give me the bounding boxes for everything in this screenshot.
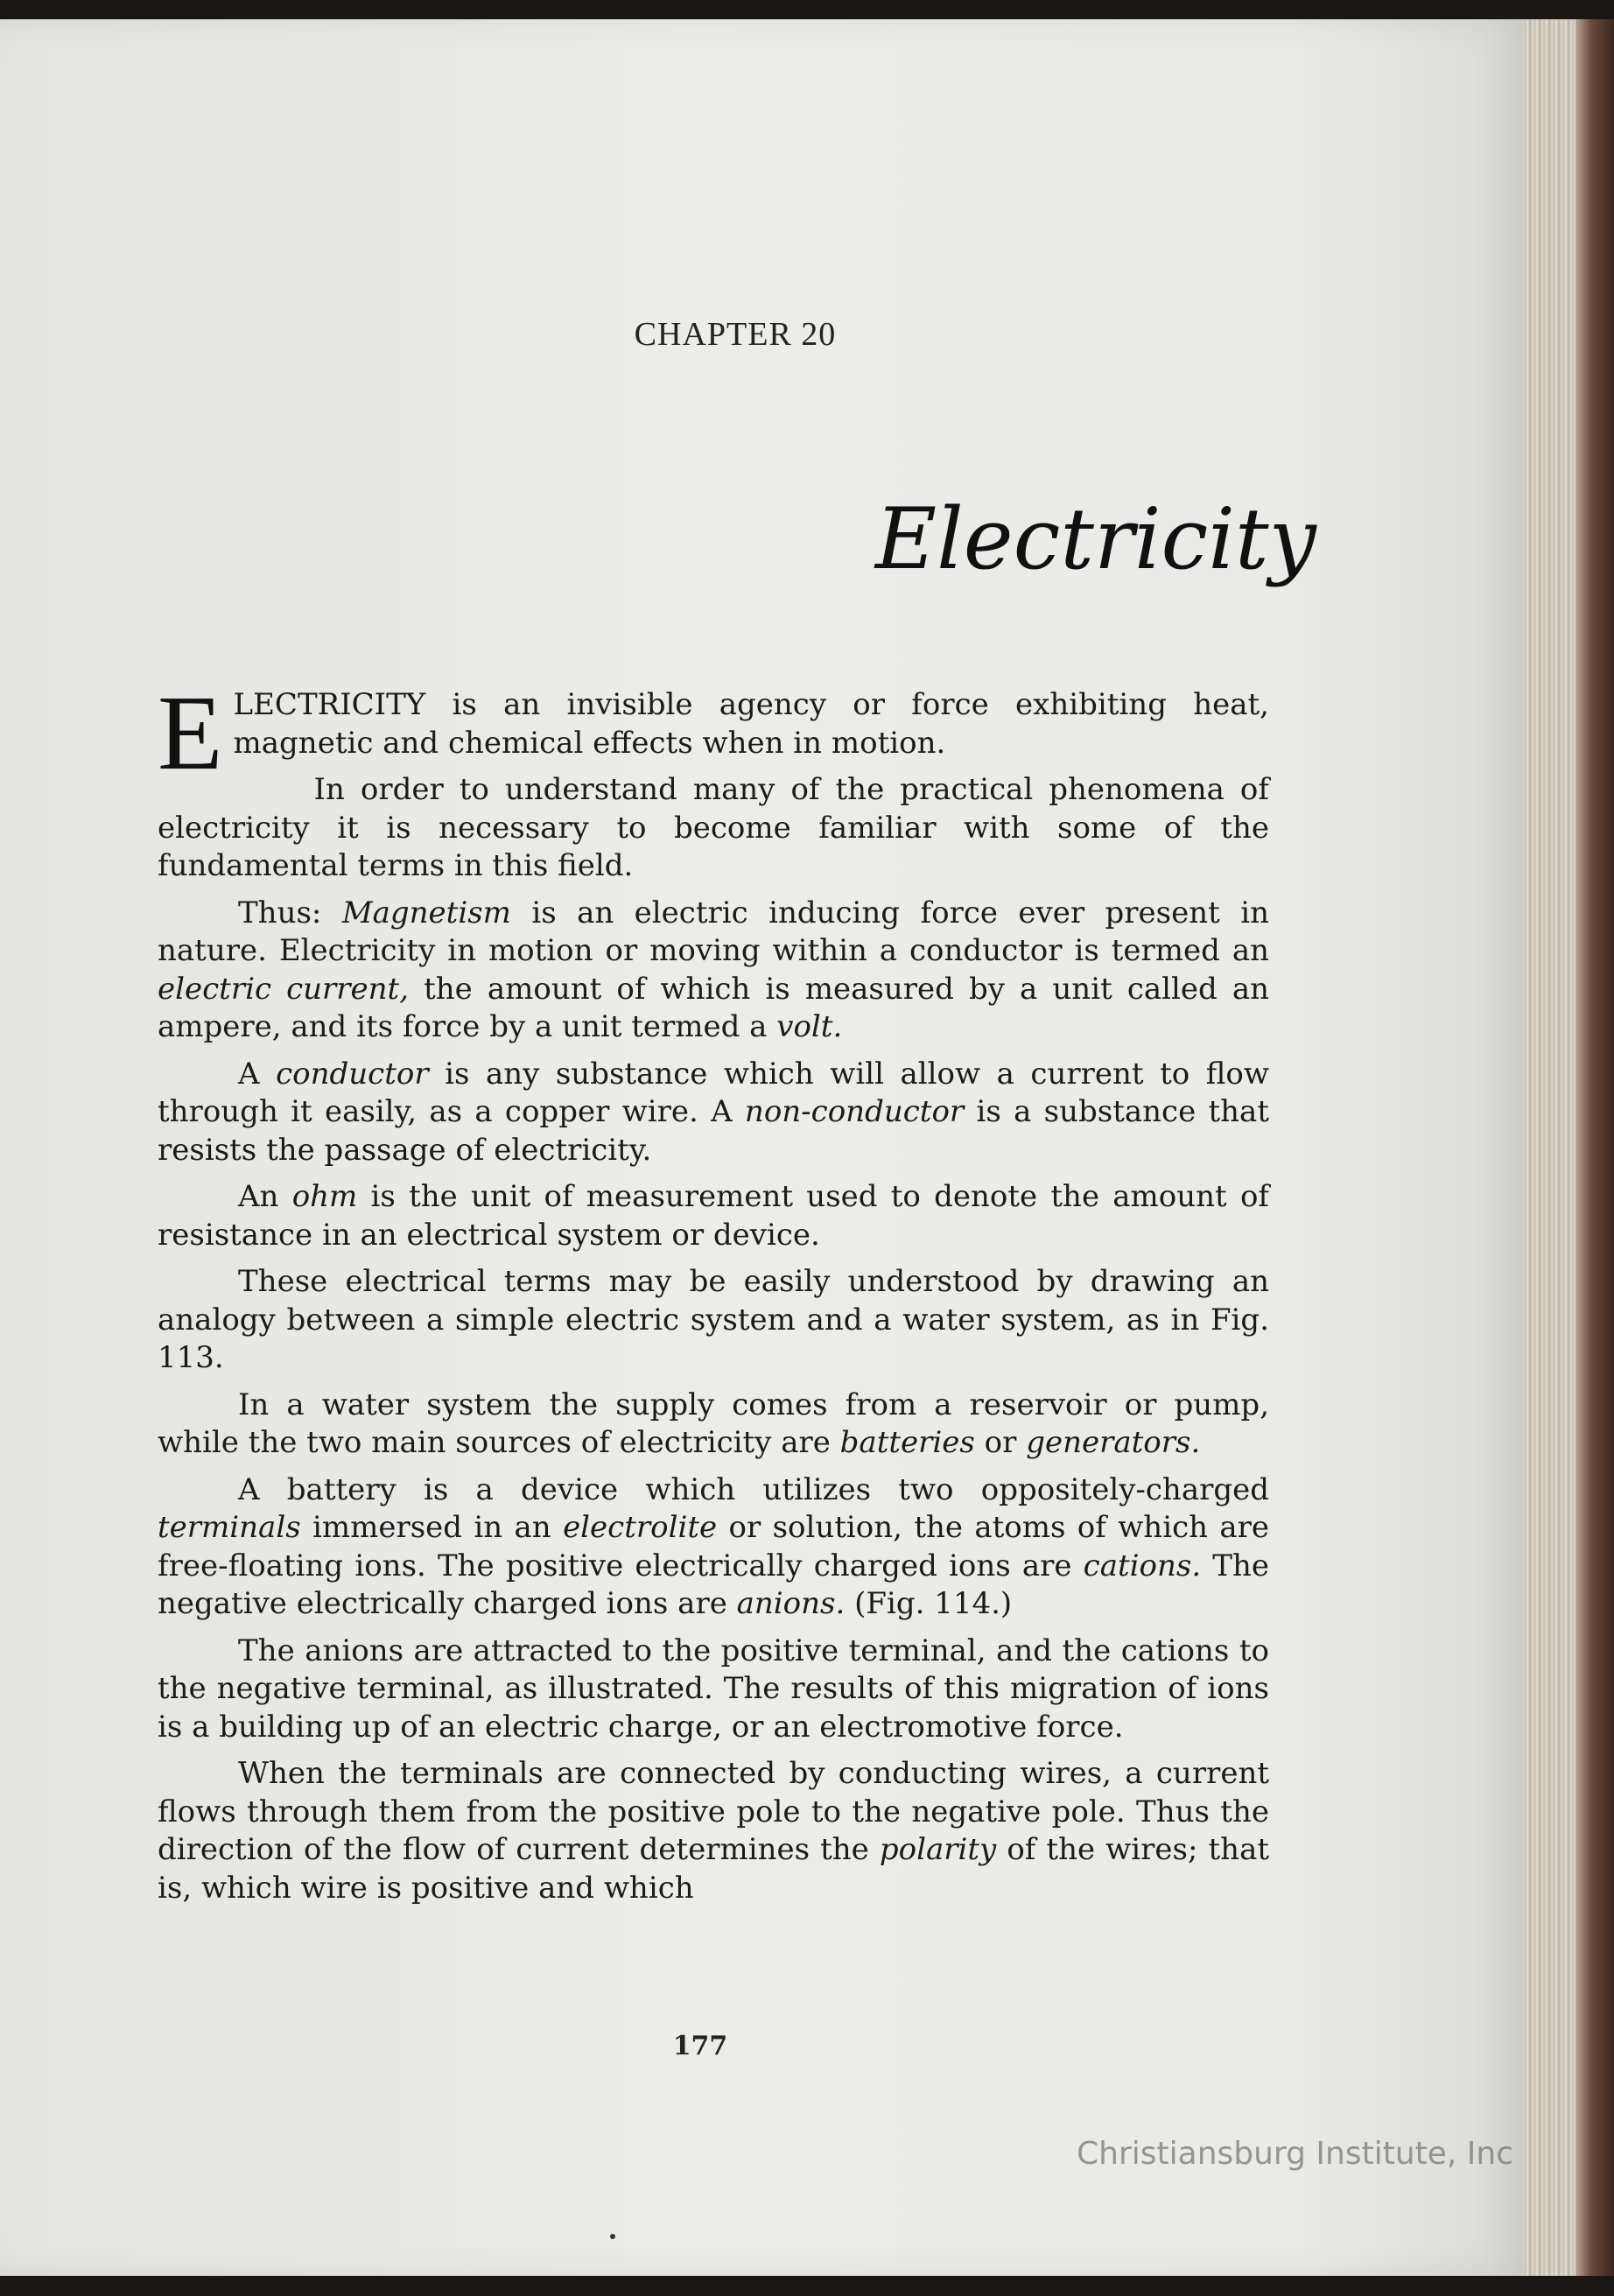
page-number: 177 <box>672 2031 728 2061</box>
text-run: In a water system the supply comes from a reservoir or pump, while the two main sources of electricity are <box>158 1387 1269 1460</box>
text-run: of the wires; that is, which wire is positive and which <box>158 1832 1270 1906</box>
paragraph <box>158 1471 1269 1624</box>
text-run: Thus: <box>238 895 342 930</box>
italic-term: polarity <box>879 1832 997 1867</box>
text-run: is a substance that resists the passage of electricity. <box>158 1094 1269 1168</box>
text-run: In order to understand many of the practical phenomena of electricity it is necessary to become familiar with some of the fundamental terms in this field. <box>158 772 1269 883</box>
italic-term: anions. <box>736 1586 846 1621</box>
text-run: immersed in an <box>300 1510 564 1545</box>
italic-term: volt. <box>776 1009 843 1044</box>
italic-term: non-conductor <box>744 1094 965 1129</box>
italic-term: conductor <box>276 1056 429 1092</box>
paragraph <box>158 674 1269 792</box>
text-run: (Fig. 114.) <box>845 1586 1013 1621</box>
text-run: is any substance which will allow a current to flow through it easily, as a copper wire. A <box>158 1056 1269 1129</box>
italic-term: electrolite <box>563 1510 718 1545</box>
chapter-label: CHAPTER 20 <box>634 316 837 353</box>
italic-term: generators. <box>1026 1425 1201 1460</box>
text-run: LECTRICITY is an invisible agency or force exhibiting heat, magnetic and chemical effects when in motion. <box>233 687 1269 761</box>
text-run: is an electric inducing force ever present in nature. Electricity in motion or moving within a conductor is termed an <box>158 895 1270 968</box>
body-text <box>158 674 1270 1916</box>
text-run: These electrical terms may be easily understood by drawing an analogy between a simple electric system and a water system, as in Fig. 113. <box>158 1264 1269 1375</box>
paragraph <box>158 1387 1269 1463</box>
watermark: Christiansburg Institute, Inc <box>1077 2136 1514 2172</box>
text-run: A <box>238 1056 277 1092</box>
text-run: When the terminals are connected by conducting wires, a current flows through them from the positive pole to the negative pole. Thus the direction of the flow of current determines the <box>158 1756 1269 1867</box>
italic-term: batteries <box>839 1425 975 1460</box>
italic-term: terminals <box>158 1510 301 1545</box>
paragraph <box>158 1178 1269 1254</box>
italic-term: Magnetism <box>341 895 511 930</box>
paragraph <box>158 1263 1269 1378</box>
text-run: is the unit of measurement used to denote the amount of resistance in an electrical system or device. <box>158 1179 1270 1253</box>
chapter-title: Electricity <box>875 490 1316 588</box>
text-run: or solution, the atoms of which are free-floating ions. The positive electrically charged ions are <box>158 1510 1270 1583</box>
ink-speck <box>610 2234 615 2239</box>
paragraph <box>158 771 1269 886</box>
drop-cap: E <box>158 674 223 792</box>
text-run: A battery is a device which utilizes two oppositely-charged <box>238 1471 1269 1507</box>
italic-term: cations. <box>1083 1548 1202 1583</box>
text-run: The anions are attracted to the positive terminal, and the cations to the negative terminal, as illustrated. The results of this migration of ions is a building up of an electric charge, or an electromotive force. <box>158 1632 1269 1745</box>
paragraph <box>158 1056 1269 1170</box>
italic-term: ohm <box>291 1179 358 1214</box>
text-run: the amount of which is measured by a unit called an ampere, and its force by a unit termed a <box>158 971 1270 1044</box>
book-binding <box>1575 19 1614 2276</box>
paragraph <box>158 1755 1269 1907</box>
italic-term: electric current, <box>158 971 410 1007</box>
paragraph <box>158 1632 1269 1747</box>
text-run: An <box>238 1179 292 1214</box>
text-run: The negative electrically charged ions are <box>158 1548 1269 1621</box>
text-run: or <box>974 1425 1027 1460</box>
paragraph <box>158 895 1269 1047</box>
